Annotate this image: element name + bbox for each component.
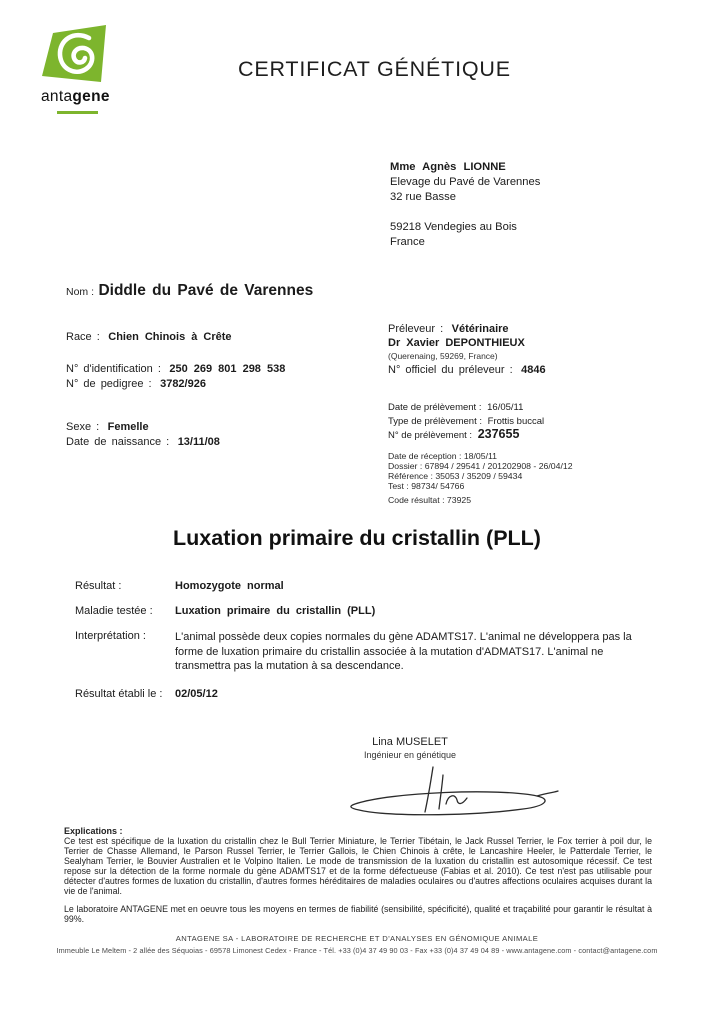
resultat-label: Résultat : [75,580,122,592]
test-value: 98734/ 54766 [411,481,465,491]
race-value: Chien Chinois à Crête [108,331,232,343]
dossier-label: Dossier : [388,461,423,471]
identification-label: N° d'identification : [66,363,161,375]
naissance-value: 13/11/08 [177,436,220,448]
etabli-label: Résultat établi le : [75,687,163,700]
etabli-row [75,688,650,700]
reception-block [388,451,573,505]
resultat-value: Homozygote normal [175,580,284,592]
signature-block [320,736,500,760]
dossier-value: 67894 / 29541 / 201202908 - 26/04/12 [424,461,573,471]
recipient-line: 59218 Vendegies au Bois [390,221,517,233]
wordmark-anta: anta [41,88,73,105]
handwritten-signature [345,762,560,820]
animal-name-value: Diddle du Pavé de Varennes [98,282,314,299]
wordmark-gene: gene [72,88,110,105]
naissance-label: Date de naissance : [66,436,170,448]
explications-paragraph: Ce test est spécifique de la luxation du cristallin chez le Bull Terrier Miniature, le Terrier Tibétain, le Jack Russel Terrier, le Fox terrier à poil dur, le Terrier de Chasse Allemand, le Parson Russel Terrier, le Terrier Gallois, le Chien Chinois à crête, le Lancashire Heeler, le Patterdale Terrier, le Sealyham Terrier, le Bouvier Australien et le Volpino Italien. Le mode de transmission de la luxation du cristallin est autosomique récessif. Ce test repose sur la détection de la forme normale du gène ADAMTS17 et de la forme défectueuse (Fabias et al. 2010). Ce test n'est pas utilisable pour détecter d'autres formes de luxation du cristallin, d'autres formes héréditaires de maladies oculaires ou d'autres affections oculaires acquises durant la vie de l'animal. [64,836,652,896]
animal-name-label: Nom : [66,286,95,298]
etabli-value: 02/05/12 [175,687,218,700]
explications-heading: Explications : [64,826,123,836]
preleveur-officiel-row [388,362,546,378]
preleveur-block [388,321,546,378]
interpretation-row [75,630,650,674]
footer [0,934,714,955]
prelevement-date-value: 16/05/11 [487,402,524,413]
maladie-label: Maladie testée : [75,605,153,617]
animal-details-block [66,329,285,449]
prelevement-type-label: Type de prélèvement : [388,415,482,427]
test-heading: Luxation primaire du cristallin (PLL) [173,526,541,550]
preleveur-location: (Querenaing, 59269, France) [388,351,498,361]
animal-name-row [66,282,313,300]
recipient-line: France [390,236,425,248]
dossier-row [388,461,573,471]
preleveur-officiel-label: N° officiel du préleveur : [388,364,513,376]
prelevement-type-value: Frottis buccal [487,415,545,427]
code-resultat-value: 73925 [446,495,472,505]
pedigree-value: 3782/926 [160,378,206,390]
preleveur-officiel-value: 4846 [521,364,546,376]
reception-date-value: 18/05/11 [463,451,498,461]
code-resultat-label: Code résultat : [388,495,445,505]
antagene-wordmark [41,88,110,106]
antagene-spiral-icon [40,24,114,90]
identification-row [66,361,285,376]
signatory-name: Lina MUSELET [372,736,448,748]
identification-value: 250 269 801 298 538 [169,363,286,375]
preleveur-row [388,321,546,337]
race-row [66,329,285,344]
naissance-row [66,434,285,449]
footer-contact-line: Immeuble Le Meltem - 2 allée des Séquoias - 69578 Limonest Cedex - France - Tél. +33 (0)4 37 49 90 03 - Fax +33 (0)4 37 49 04 89 - www.antagene.com - contact@antagene.com [56,946,658,955]
reliability-paragraph: Le laboratoire ANTAGENE met en oeuvre tous les moyens en termes de fiabilité (sensibilité, spécificité), qualité et traçabilité pour garantir le résultat à 99%. [64,904,652,925]
race-label: Race : [66,331,100,343]
reference-label: Référence : [388,471,433,481]
recipient-name: Mme Agnès LIONNE [390,161,506,173]
test-row [388,481,573,491]
interpretation-label: Interprétation : [75,630,146,642]
interpretation-text: L'animal possède deux copies normales du gène ADAMTS17. L'animal ne développera pas la forme de luxation primaire du cristallin associée à la mutation d'ADMATS17. L'animal ne transmettra pas la mutation à sa descendance. [175,631,632,672]
logo-underline [57,111,98,114]
results-block [75,580,650,713]
prelevement-num-value: 237655 [477,427,520,441]
prelevement-num-row [388,428,544,443]
sexe-value: Femelle [107,421,149,433]
prelevement-type-row [388,415,544,429]
preleveur-type: Vétérinaire [451,323,509,335]
reception-date-label: Date de réception : [388,451,462,461]
explications-section [64,826,652,925]
signatory-role: Ingénieur en génétique [363,750,457,760]
recipient-line: 32 rue Basse [390,191,456,203]
preleveur-name: Dr Xavier DEPONTHIEUX [388,336,525,349]
footer-company-line: ANTAGENE SA - LABORATOIRE DE RECHERCHE ET D'ANALYSES EN GÉNOMIQUE ANIMALE [175,934,539,943]
pedigree-label: N° de pedigree : [66,378,152,390]
pedigree-row [66,376,285,391]
prelevement-num-label: N° de prélèvement : [388,430,473,441]
recipient-address-block [390,160,540,250]
prelevement-date-row [388,401,544,415]
reception-date-row [388,451,573,461]
sexe-label: Sexe : [66,421,100,433]
reference-value: 35053 / 35209 / 59434 [435,471,523,481]
resultat-row [75,580,650,592]
prelevement-date-label: Date de prélèvement : [388,402,482,413]
preleveur-label: Préleveur : [388,323,444,335]
maladie-row [75,605,650,617]
test-label: Test : [388,481,409,491]
reference-row [388,471,573,481]
prelevement-block [388,401,544,443]
code-resultat-row [388,495,573,505]
recipient-line: Elevage du Pavé de Varennes [390,176,541,188]
maladie-value: Luxation primaire du cristallin (PLL) [175,605,376,617]
document-title: CERTIFICAT GÉNÉTIQUE [238,57,511,81]
